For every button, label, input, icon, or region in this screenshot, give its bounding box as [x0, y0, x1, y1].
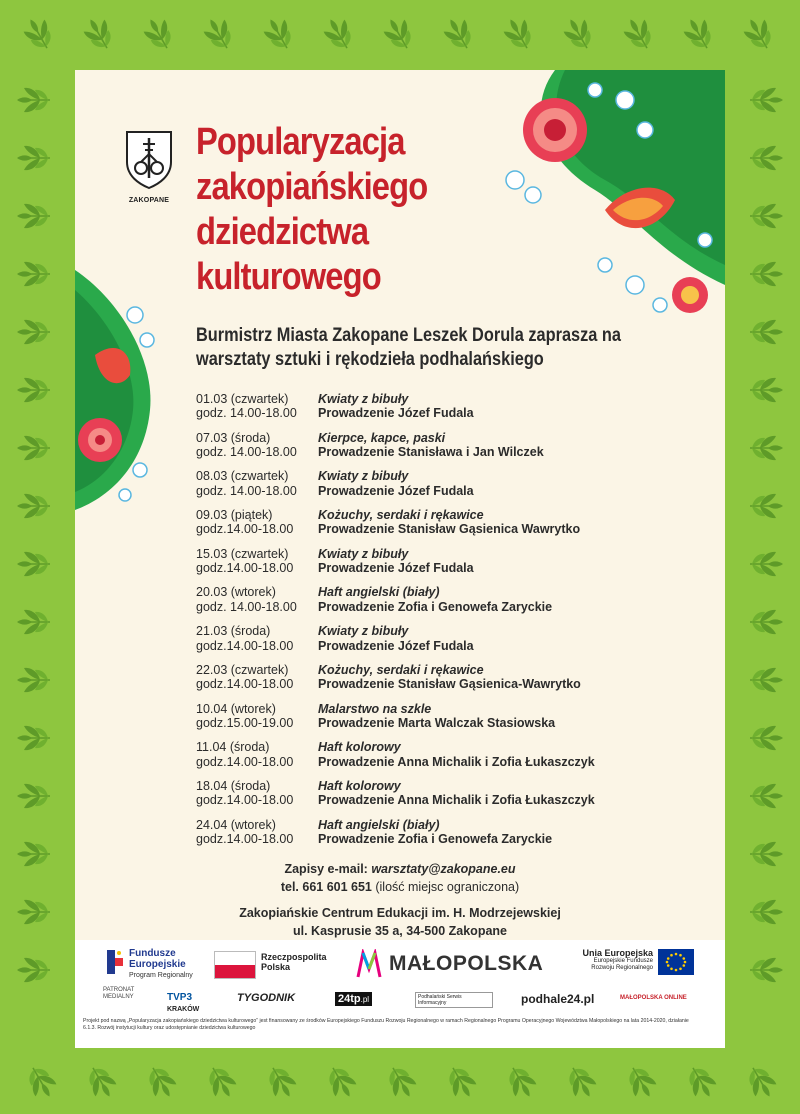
folk-flower-ornament-left	[75, 260, 165, 520]
leaf-sprig-icon	[750, 900, 783, 924]
tvp-logo	[167, 992, 199, 1014]
leaf-sprig-icon	[750, 436, 783, 460]
ue-sub-1: Europejskie Fundusze	[593, 958, 653, 964]
workshop-topic: Kożuchy, serdaki i rękawice	[318, 508, 484, 523]
workshop-time: godz.14.00-18.00	[196, 677, 294, 692]
leaf-sprig-icon	[750, 494, 783, 518]
workshop-leader: Prowadzenie Zofia i Genowefa Zaryckie	[318, 599, 553, 614]
workshop-topic: Kwiaty z bibuły	[318, 392, 409, 406]
workshop-date: 22.03 (czwartek)	[196, 662, 289, 677]
leaf-sprig-icon	[620, 13, 658, 54]
workshop-time: godz.14.00-18.00	[196, 754, 294, 769]
schedule-row	[196, 702, 696, 741]
leaf-sprig-icon	[320, 13, 358, 54]
tygodnik-logo: TYGODNIK	[237, 992, 296, 1004]
leaf-sprig-icon	[80, 13, 118, 54]
malopolska-text: MAŁOPOLSKA	[389, 952, 544, 975]
leaf-sprig-icon	[750, 842, 783, 866]
leaf-sprig-icon	[750, 552, 783, 576]
workshop-leader: Prowadzenie Zofia i Genowefa Zaryckie	[318, 831, 553, 846]
workshop-time: godz.14.00-18.00	[196, 638, 294, 653]
workshop-topic: Haft angielski (biały)	[318, 817, 440, 832]
schedule-row	[196, 469, 696, 508]
rp-line-1: Rzeczpospolita	[261, 952, 327, 962]
podhalanski-serwis-logo: Podhalański Serwis Informacyjny	[415, 992, 493, 1008]
workshop-date: 10.04 (wtorek)	[196, 701, 276, 716]
leaf-sprig-icon	[750, 958, 783, 982]
rp-line-2: Polska	[261, 962, 291, 972]
coat-of-arms-icon	[121, 128, 177, 190]
leaf-sprig-icon	[17, 842, 50, 866]
leaf-sprig-icon	[142, 1062, 180, 1103]
tvp-text: TVP3	[167, 992, 193, 1003]
phone-number: tel. 661 601 651	[280, 880, 372, 894]
workshop-topic: Haft kolorowy	[318, 778, 401, 793]
leaf-sprig-icon	[82, 1062, 120, 1103]
leaf-sprig-icon	[750, 262, 783, 286]
workshop-date: 09.03 (piątek)	[196, 508, 273, 523]
workshop-time: godz.14.00-18.00	[196, 561, 294, 576]
malopolska-online-logo: MAŁOPOLSKA ONLINE	[620, 995, 687, 1001]
leaf-sprig-icon	[560, 13, 598, 54]
crest-label: ZAKOPANE	[128, 197, 170, 204]
leaf-sprig-icon	[500, 13, 538, 54]
schedule-row	[196, 431, 696, 470]
workshop-date: 21.03 (środa)	[196, 624, 271, 639]
rzeczpospolita-text	[261, 952, 327, 972]
polish-flag-icon	[214, 951, 256, 979]
workshop-time: godz. 14.00-18.00	[196, 406, 297, 421]
workshop-topic: Haft kolorowy	[318, 740, 401, 755]
patronat-label: PATRONAT MEDIALNY	[103, 987, 135, 1000]
leaf-sprig-icon	[680, 13, 718, 54]
workshop-leader: Prowadzenie Józef Fudala	[318, 483, 474, 498]
workshop-leader: Prowadzenie Anna Michalik i Zofia Łukaszczyk	[318, 793, 595, 808]
leaf-sprig-icon	[17, 610, 50, 634]
schedule-row	[196, 585, 696, 624]
schedule-row	[196, 740, 696, 779]
leaf-sprig-icon	[562, 1062, 600, 1103]
leaf-sprig-icon	[202, 1062, 240, 1103]
tvp-city: KRAKÓW	[167, 1006, 200, 1013]
leaf-sprig-icon	[750, 88, 783, 112]
schedule-row	[196, 547, 696, 586]
24tp-logo	[335, 992, 372, 1006]
zakopane-crest	[121, 128, 177, 204]
leaf-sprig-icon	[682, 1062, 720, 1103]
leaf-sprig-icon	[502, 1062, 540, 1103]
leaf-sprig-icon	[750, 204, 783, 228]
leaf-sprig-icon	[17, 900, 50, 924]
leaf-sprig-icon	[322, 1062, 360, 1103]
leaf-sprig-icon	[17, 552, 50, 576]
workshop-date: 08.03 (czwartek)	[196, 469, 289, 484]
folk-flower-ornament-top	[485, 70, 725, 320]
24tp-suffix: .pl	[360, 995, 370, 1004]
fundusze-europejskie-logo-icon	[105, 948, 125, 976]
schedule-row	[196, 392, 696, 431]
malopolska-logo-icon	[355, 949, 383, 979]
workshop-leader: Prowadzenie Józef Fudala	[318, 638, 474, 653]
leaf-sprig-icon	[200, 13, 238, 54]
workshop-time: godz.14.00-18.00	[196, 522, 294, 537]
workshop-time: godz.15.00-19.00	[196, 715, 294, 730]
ue-title: Unia Europejska	[582, 948, 653, 958]
leaf-sprig-icon	[17, 204, 50, 228]
24tp-text: 24tp	[338, 993, 361, 1005]
ue-sub-2: Rozwoju Regionalnego	[591, 965, 653, 971]
leaf-sprig-icon	[17, 726, 50, 750]
unia-europejska-text	[569, 949, 653, 972]
leaf-sprig-icon	[22, 1062, 60, 1103]
leaf-sprig-icon	[742, 1062, 780, 1103]
workshop-leader: Prowadzenie Józef Fudala	[318, 406, 474, 421]
leaf-sprig-icon	[17, 378, 50, 402]
workshop-topic: Kierpce, kapce, paski	[318, 430, 446, 445]
venue-address	[75, 904, 725, 940]
leaf-sprig-icon	[17, 436, 50, 460]
leaf-sprig-icon	[17, 494, 50, 518]
leaf-sprig-icon	[17, 88, 50, 112]
workshop-date: 15.03 (czwartek)	[196, 546, 289, 561]
sponsor-logos	[75, 940, 725, 1048]
eu-flag-icon	[658, 949, 694, 975]
workshop-time: godz. 14.00-18.00	[196, 445, 297, 460]
leaf-sprig-icon	[750, 378, 783, 402]
workshop-date: 07.03 (środa)	[196, 430, 271, 445]
workshop-topic: Kwiaty z bibuły	[318, 469, 409, 484]
fe-subtitle: Program Regionalny	[129, 972, 193, 979]
page-title: Popularyzacja zakopiańskiego dziedzictwa kulturowego	[196, 121, 428, 298]
leaf-sprig-icon	[382, 1062, 420, 1103]
email-label: Zapisy e-mail:	[284, 862, 368, 876]
leaf-sprig-icon	[622, 1062, 660, 1103]
workshop-time: godz. 14.00-18.00	[196, 599, 297, 614]
workshop-date: 11.04 (środa)	[196, 740, 270, 755]
leaf-sprig-icon	[750, 668, 783, 692]
workshop-date: 20.03 (wtorek)	[196, 585, 276, 600]
workshop-time: godz. 14.00-18.00	[196, 483, 297, 498]
email-link[interactable]: warsztaty@zakopane.eu	[371, 862, 516, 876]
leaf-sprig-icon	[17, 958, 50, 982]
workshop-date: 01.03 (czwartek)	[196, 392, 289, 406]
workshop-date: 18.04 (środa)	[196, 778, 271, 793]
leaf-sprig-icon	[380, 13, 418, 54]
workshop-topic: Kwiaty z bibuły	[318, 546, 409, 561]
schedule-row	[196, 624, 696, 663]
schedule-row	[196, 663, 696, 702]
registration-contact	[75, 860, 725, 896]
leaf-sprig-icon	[20, 13, 58, 54]
schedule-row	[196, 779, 696, 818]
workshop-time: godz.14.00-18.00	[196, 831, 294, 846]
workshop-leader: Prowadzenie Anna Michalik i Zofia Łukaszczyk	[318, 754, 595, 769]
leaf-sprig-icon	[17, 146, 50, 170]
leaf-sprig-icon	[440, 13, 478, 54]
content-panel	[75, 70, 725, 1048]
workshop-date: 24.04 (wtorek)	[196, 817, 276, 832]
workshop-leader: Prowadzenie Stanisława i Jan Wilczek	[318, 445, 544, 460]
leaf-sprig-icon	[262, 1062, 300, 1103]
funding-footnote: Projekt pod nazwą „Popularyzacja zakopiańskiego dziedzictwa kulturowego” jest finansowany ze środków Europejskiego Funduszu Rozwoju Regionalnego w ramach Regionalnego Programu Operacyjnego Województwa Małopolskiego na lata 2014-2020, działanie 6.1.3. Rozwój instytucji kultury oraz udostępnianie dziedzictwa kulturowego	[83, 1018, 689, 1031]
workshop-topic: Kwiaty z bibuły	[318, 624, 409, 639]
workshop-topic: Kożuchy, serdaki i rękawice	[318, 662, 484, 677]
fe-title-1: Fundusze	[129, 948, 176, 959]
leaf-sprig-icon	[260, 13, 298, 54]
fundusze-europejskie-text	[129, 948, 193, 981]
phone-note: (ilość miejsc ograniczona)	[375, 880, 520, 894]
workshop-topic: Malarstwo na szkle	[318, 701, 432, 716]
workshop-topic: Haft angielski (biały)	[318, 585, 440, 600]
workshop-leader: Prowadzenie Marta Walczak Stasiowska	[318, 715, 556, 730]
workshop-leader: Prowadzenie Stanisław Gąsienica Wawrytko	[318, 522, 581, 537]
workshop-schedule	[196, 392, 696, 856]
fe-title-2: Europejskie	[129, 959, 186, 970]
schedule-row	[196, 508, 696, 547]
leaf-sprig-icon	[750, 784, 783, 808]
workshop-leader: Prowadzenie Józef Fudala	[318, 561, 474, 576]
invitation-subtitle: Burmistrz Miasta Zakopane Leszek Dorula zaprasza na warsztaty sztuki i rękodzieła podhalańskiego	[196, 325, 621, 370]
leaf-sprig-icon	[740, 13, 778, 54]
leaf-sprig-icon	[750, 146, 783, 170]
leaf-sprig-icon	[750, 320, 783, 344]
leaf-sprig-icon	[17, 320, 50, 344]
venue-street: ul. Kasprusie 35 a, 34-500 Zakopane	[293, 924, 507, 938]
leaf-sprig-icon	[442, 1062, 480, 1103]
podhale24-logo: podhale24.pl	[521, 992, 595, 1006]
venue-name: Zakopiańskie Centrum Edukacji im. H. Modrzejewskiej	[239, 906, 561, 920]
leaf-sprig-icon	[140, 13, 178, 54]
workshop-time: godz.14.00-18.00	[196, 793, 294, 808]
leaf-sprig-icon	[17, 784, 50, 808]
workshop-leader: Prowadzenie Stanisław Gąsienica-Wawrytko	[318, 677, 581, 692]
leaf-sprig-icon	[17, 668, 50, 692]
leaf-sprig-icon	[750, 610, 783, 634]
schedule-row	[196, 818, 696, 857]
leaf-sprig-icon	[17, 262, 50, 286]
leaf-sprig-icon	[750, 726, 783, 750]
